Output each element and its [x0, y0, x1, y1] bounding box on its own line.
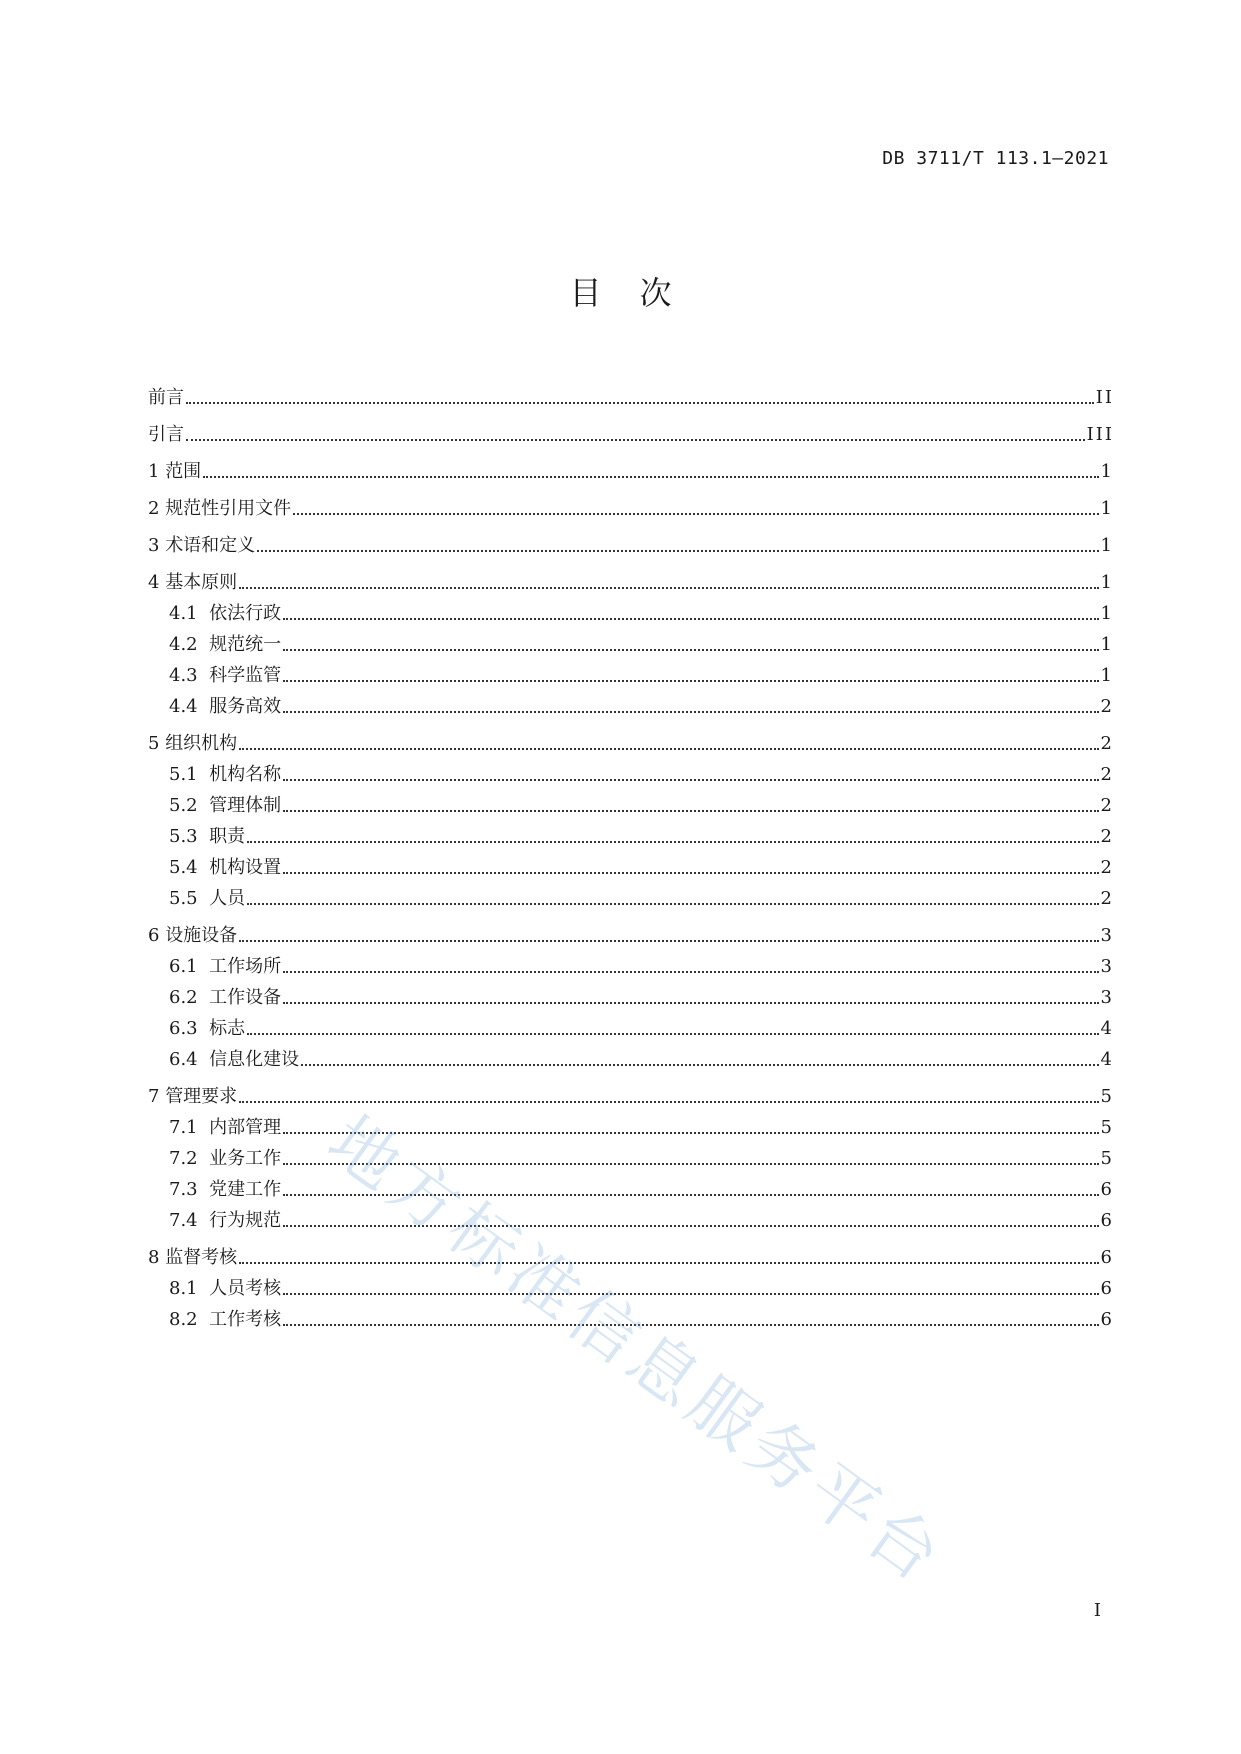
toc-entry-text: 规范统一: [209, 634, 282, 655]
page-number: I: [1093, 1600, 1101, 1621]
toc-entry-page: 1: [1100, 535, 1114, 556]
toc-entry-label: [169, 987, 281, 1009]
toc-entry-number: 6.2: [169, 987, 210, 1008]
watermark: 地方标准信息服务平台: [313, 1101, 959, 1601]
toc-entry-label: [148, 424, 184, 446]
toc-entry[interactable]: [148, 786, 1114, 817]
toc-entry[interactable]: [148, 1201, 1114, 1232]
dot-leader: [283, 711, 1098, 713]
toc-entry-label: [169, 1018, 245, 1040]
toc-entry-page: 6: [1100, 1210, 1114, 1231]
toc-entry-page: 6: [1100, 1278, 1114, 1299]
toc-entry-label: [169, 956, 281, 978]
toc-entry-number: 1: [148, 461, 166, 482]
toc-entry-text: 监督考核: [165, 1247, 238, 1268]
toc-entry-number: 7: [148, 1086, 166, 1107]
toc-entry[interactable]: [148, 409, 1114, 446]
toc-entry[interactable]: [148, 947, 1114, 978]
toc-entry-label: [169, 1278, 281, 1300]
dot-leader: [239, 1101, 1098, 1103]
toc-entry-number: 7.1: [169, 1117, 210, 1138]
toc-entry-number: 8.2: [169, 1309, 210, 1330]
toc-entry[interactable]: [148, 817, 1114, 848]
dot-leader: [283, 1293, 1098, 1295]
toc-entry-text: 信息化建设: [209, 1049, 300, 1070]
toc-entry-page: II: [1095, 387, 1114, 408]
toc-entry-number: 5.1: [169, 764, 210, 785]
toc-entry-page: 1: [1100, 572, 1114, 593]
toc-entry-page: 6: [1100, 1309, 1114, 1330]
toc-entry-page: 3: [1100, 987, 1114, 1008]
toc-entry-text: 服务高效: [209, 696, 282, 717]
dot-leader: [283, 1002, 1098, 1004]
dot-leader: [239, 940, 1098, 942]
dot-leader: [186, 402, 1094, 404]
toc-entry[interactable]: [148, 1300, 1114, 1331]
toc-entry[interactable]: [148, 594, 1114, 625]
toc-entry-page: 2: [1100, 733, 1114, 754]
toc-entry-page: 2: [1100, 888, 1114, 909]
toc-entry-label: [169, 1210, 281, 1232]
dot-leader: [293, 513, 1098, 515]
toc-entry-page: 1: [1100, 461, 1114, 482]
toc-entry-label: [169, 795, 281, 817]
toc-entry-text: 设施设备: [165, 925, 238, 946]
toc-entry-number: 4.3: [169, 665, 210, 686]
toc-entry-label: [148, 461, 201, 483]
toc-entry-page: 3: [1100, 925, 1114, 946]
toc-entry[interactable]: [148, 910, 1114, 947]
toc-entry[interactable]: [148, 978, 1114, 1009]
toc-entry-text: 管理体制: [209, 795, 282, 816]
toc-entry-text: 人员: [209, 888, 246, 909]
toc-entry[interactable]: [148, 446, 1114, 483]
toc-entry-page: 2: [1100, 764, 1114, 785]
dot-leader: [247, 903, 1098, 905]
dot-leader: [283, 1132, 1098, 1134]
toc-entry-label: [169, 696, 281, 718]
toc-entry[interactable]: [148, 1009, 1114, 1040]
toc-entry-text: 党建工作: [209, 1179, 282, 1200]
toc-entry-page: 2: [1100, 826, 1114, 847]
toc-entry-label: [169, 826, 245, 848]
toc-entry-page: 5: [1100, 1086, 1114, 1107]
toc-entry-number: 5.4: [169, 857, 210, 878]
toc-entry[interactable]: [148, 557, 1114, 594]
dot-leader: [203, 476, 1098, 478]
toc-entry-page: 4: [1100, 1049, 1114, 1070]
dot-leader: [247, 841, 1098, 843]
toc-entry-text: 科学监管: [209, 665, 282, 686]
toc-entry-number: 6.3: [169, 1018, 210, 1039]
toc-entry-number: 2: [148, 498, 166, 519]
toc-entry-label: [169, 665, 281, 687]
toc-entry-page: 1: [1100, 665, 1114, 686]
toc-entry-label: [148, 733, 237, 755]
toc-entry-page: III: [1086, 424, 1114, 445]
toc-entry[interactable]: [148, 848, 1114, 879]
toc-entry-page: 2: [1100, 795, 1114, 816]
toc-entry-page: 1: [1100, 603, 1114, 624]
toc-entry-number: 6.1: [169, 956, 210, 977]
toc-entry-label: [169, 1117, 281, 1139]
toc-entry[interactable]: [148, 1269, 1114, 1300]
toc-entry-text: 标志: [209, 1018, 246, 1039]
toc-entry-page: 4: [1100, 1018, 1114, 1039]
toc-entry[interactable]: [148, 656, 1114, 687]
toc-entry-label: [148, 1247, 237, 1269]
dot-leader: [186, 439, 1085, 441]
toc-entry-text: 机构设置: [209, 857, 282, 878]
dot-leader: [239, 587, 1098, 589]
toc-entry-text: 工作场所: [209, 956, 282, 977]
toc-entry[interactable]: [148, 1040, 1114, 1071]
toc-entry[interactable]: [148, 1071, 1114, 1108]
dot-leader: [247, 1033, 1098, 1035]
toc-entry-page: 1: [1100, 498, 1114, 519]
toc-entry-text: 前言: [148, 387, 184, 408]
toc-entry-page: 3: [1100, 956, 1114, 977]
toc-entry-label: [169, 1148, 281, 1170]
toc-entry-label: [148, 498, 291, 520]
table-of-contents: [148, 372, 1114, 1331]
toc-entry-number: 7.4: [169, 1210, 210, 1231]
dot-leader: [283, 1194, 1098, 1196]
toc-entry[interactable]: [148, 483, 1114, 520]
dot-leader: [283, 680, 1098, 682]
toc-entry-number: 5.2: [169, 795, 210, 816]
toc-entry-label: [169, 1179, 281, 1201]
toc-entry-label: [169, 1049, 299, 1071]
toc-entry-number: 8: [148, 1247, 166, 1268]
toc-entry-label: [169, 764, 281, 786]
toc-entry-text: 工作考核: [209, 1309, 282, 1330]
dot-leader: [283, 649, 1098, 651]
toc-entry-label: [148, 535, 255, 557]
toc-entry-page: 6: [1100, 1179, 1114, 1200]
toc-entry-text: 规范性引用文件: [165, 498, 292, 519]
toc-entry-number: 7.3: [169, 1179, 210, 1200]
toc-entry-number: 5.5: [169, 888, 210, 909]
toc-entry-text: 行为规范: [209, 1210, 282, 1231]
toc-entry-label: [169, 1309, 281, 1331]
toc-entry-label: [169, 634, 281, 656]
toc-entry-text: 管理要求: [165, 1086, 238, 1107]
toc-entry-text: 业务工作: [209, 1148, 282, 1169]
toc-entry[interactable]: [148, 1139, 1114, 1170]
toc-entry-label: [169, 888, 245, 910]
page-title: 目次: [569, 274, 710, 312]
toc-entry[interactable]: [148, 1108, 1114, 1139]
dot-leader: [239, 748, 1098, 750]
toc-entry-text: 引言: [148, 424, 184, 445]
dot-leader: [301, 1064, 1098, 1066]
toc-entry-text: 工作设备: [209, 987, 282, 1008]
toc-entry-text: 依法行政: [209, 603, 282, 624]
toc-entry-text: 术语和定义: [165, 535, 256, 556]
dot-leader: [283, 779, 1098, 781]
dot-leader: [283, 1163, 1098, 1165]
toc-entry-text: 内部管理: [209, 1117, 282, 1138]
toc-entry[interactable]: [148, 625, 1114, 656]
toc-entry-label: [169, 857, 281, 879]
toc-entry-number: 5.3: [169, 826, 210, 847]
toc-entry-text: 机构名称: [209, 764, 282, 785]
document-code: DB 3711/T 113.1—2021: [882, 148, 1109, 169]
toc-entry-page: 2: [1100, 857, 1114, 878]
dot-leader: [257, 550, 1098, 552]
toc-entry[interactable]: [148, 687, 1114, 718]
toc-entry-number: 8.1: [169, 1278, 210, 1299]
toc-entry-text: 组织机构: [165, 733, 238, 754]
dot-leader: [283, 618, 1098, 620]
toc-entry-number: 6.4: [169, 1049, 210, 1070]
toc-entry-number: 7.2: [169, 1148, 210, 1169]
toc-entry-number: 4.2: [169, 634, 210, 655]
toc-entry-number: 6: [148, 925, 166, 946]
toc-entry-page: 2: [1100, 696, 1114, 717]
toc-entry-number: 4.1: [169, 603, 210, 624]
toc-entry-page: 5: [1100, 1117, 1114, 1138]
dot-leader: [283, 810, 1098, 812]
toc-entry-text: 基本原则: [165, 572, 238, 593]
toc-entry-label: [148, 387, 184, 409]
dot-leader: [283, 971, 1098, 973]
toc-entry[interactable]: [148, 520, 1114, 557]
toc-entry-label: [148, 572, 237, 594]
toc-entry-number: 4.4: [169, 696, 210, 717]
toc-entry-text: 范围: [165, 461, 202, 482]
toc-entry[interactable]: [148, 1170, 1114, 1201]
toc-entry[interactable]: [148, 1232, 1114, 1269]
dot-leader: [283, 1324, 1098, 1326]
toc-entry-label: [169, 603, 281, 625]
toc-entry-number: 4: [148, 572, 166, 593]
toc-entry[interactable]: [148, 372, 1114, 409]
dot-leader: [239, 1262, 1098, 1264]
toc-entry-number: 3: [148, 535, 166, 556]
toc-entry-text: 人员考核: [209, 1278, 282, 1299]
toc-entry-number: 5: [148, 733, 166, 754]
toc-entry[interactable]: [148, 718, 1114, 755]
toc-entry-page: 6: [1100, 1247, 1114, 1268]
toc-entry-page: 1: [1100, 634, 1114, 655]
dot-leader: [283, 1225, 1098, 1227]
toc-entry[interactable]: [148, 879, 1114, 910]
toc-entry-text: 职责: [209, 826, 246, 847]
toc-entry[interactable]: [148, 755, 1114, 786]
toc-entry-page: 5: [1100, 1148, 1114, 1169]
dot-leader: [283, 872, 1098, 874]
toc-entry-label: [148, 1086, 237, 1108]
toc-entry-label: [148, 925, 237, 947]
